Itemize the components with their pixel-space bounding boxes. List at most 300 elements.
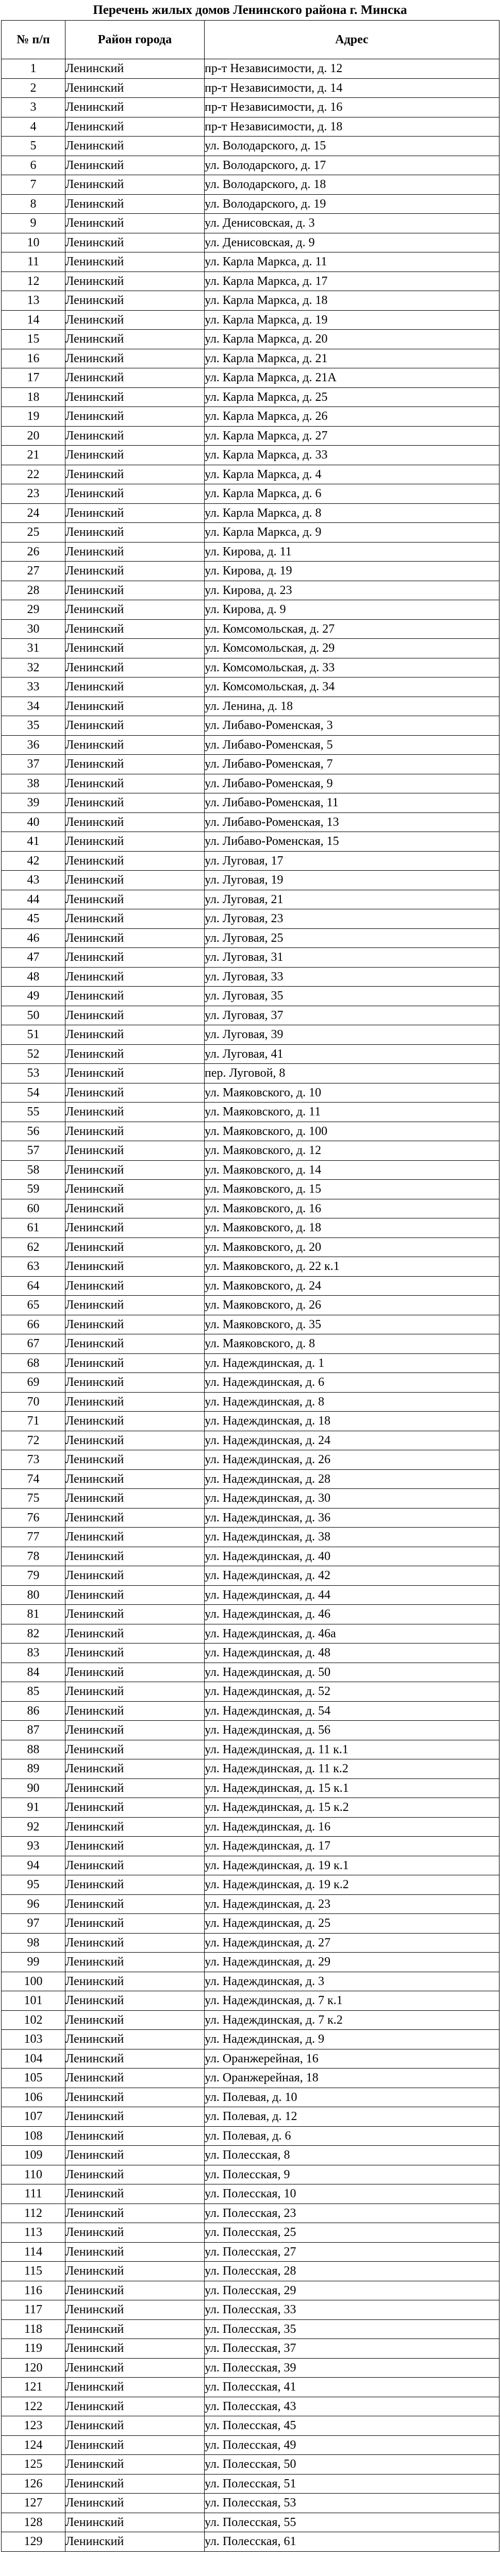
row-district: Ленинский xyxy=(65,1856,205,1875)
row-number: 41 xyxy=(2,832,65,852)
row-number: 64 xyxy=(2,1276,65,1296)
row-number: 74 xyxy=(2,1469,65,1489)
row-address: ул. Надеждинская, д. 24 xyxy=(205,1431,499,1450)
table-row xyxy=(2,2242,499,2262)
row-district: Ленинский xyxy=(65,272,205,291)
row-number: 91 xyxy=(2,1798,65,1818)
table-row xyxy=(2,1006,499,1025)
table-row xyxy=(2,1759,499,1779)
row-number: 81 xyxy=(2,1605,65,1624)
table-row xyxy=(2,503,499,523)
row-district: Ленинский xyxy=(65,2088,205,2107)
row-district: Ленинский xyxy=(65,1160,205,1180)
row-number: 51 xyxy=(2,1025,65,1045)
row-address: ул. Полесская, 55 xyxy=(205,2513,499,2532)
row-district: Ленинский xyxy=(65,1238,205,1257)
row-number: 69 xyxy=(2,1373,65,1393)
table-row xyxy=(2,1778,499,1798)
row-district: Ленинский xyxy=(65,368,205,388)
row-address: ул. Луговая, 23 xyxy=(205,909,499,929)
table-row xyxy=(2,1798,499,1818)
table-row xyxy=(2,2513,499,2532)
row-address: ул. Надеждинская, д. 27 xyxy=(205,1933,499,1953)
row-district: Ленинский xyxy=(65,233,205,252)
row-number: 42 xyxy=(2,851,65,871)
row-district: Ленинский xyxy=(65,1585,205,1605)
row-number: 52 xyxy=(2,1044,65,1064)
row-district: Ленинский xyxy=(65,1508,205,1528)
table-row xyxy=(2,2339,499,2359)
table-row xyxy=(2,1933,499,1953)
row-district: Ленинский xyxy=(65,1528,205,1547)
row-number: 93 xyxy=(2,1837,65,1856)
row-address: ул. Луговая, 35 xyxy=(205,987,499,1006)
row-address: ул. Надеждинская, д. 6 xyxy=(205,1373,499,1393)
table-row xyxy=(2,1296,499,1315)
row-number: 44 xyxy=(2,890,65,909)
row-number: 108 xyxy=(2,2126,65,2146)
row-district: Ленинский xyxy=(65,1605,205,1624)
row-district: Ленинский xyxy=(65,1933,205,1953)
table-row xyxy=(2,272,499,291)
row-district: Ленинский xyxy=(65,1663,205,1682)
row-number: 129 xyxy=(2,2532,65,2552)
row-address: ул. Либаво-Роменская, 9 xyxy=(205,774,499,793)
row-district: Ленинский xyxy=(65,619,205,639)
row-district: Ленинский xyxy=(65,523,205,543)
table-row xyxy=(2,1624,499,1643)
row-address: ул. Полесская, 45 xyxy=(205,2416,499,2436)
table-row xyxy=(2,465,499,484)
row-number: 77 xyxy=(2,1528,65,1547)
table-row xyxy=(2,987,499,1006)
row-district: Ленинский xyxy=(65,1412,205,1431)
row-district: Ленинский xyxy=(65,2397,205,2416)
row-district: Ленинский xyxy=(65,948,205,968)
row-number: 117 xyxy=(2,2300,65,2320)
row-address: ул. Кирова, д. 11 xyxy=(205,542,499,562)
table-row xyxy=(2,1585,499,1605)
row-district: Ленинский xyxy=(65,1701,205,1721)
row-number: 19 xyxy=(2,407,65,427)
table-row xyxy=(2,1875,499,1895)
row-address: ул. Денисовская, д. 3 xyxy=(205,214,499,233)
row-address: ул. Комсомольская, д. 33 xyxy=(205,658,499,677)
row-number: 17 xyxy=(2,368,65,388)
table-row xyxy=(2,928,499,948)
row-district: Ленинский xyxy=(65,735,205,755)
row-number: 29 xyxy=(2,600,65,620)
table-row xyxy=(2,851,499,871)
row-district: Ленинский xyxy=(65,2107,205,2127)
row-number: 123 xyxy=(2,2416,65,2436)
table-row xyxy=(2,967,499,987)
row-district: Ленинский xyxy=(65,1199,205,1218)
table-row xyxy=(2,1199,499,1218)
table-row xyxy=(2,2049,499,2069)
row-number: 21 xyxy=(2,446,65,465)
row-address: ул. Карла Маркса, д. 6 xyxy=(205,484,499,504)
row-address: ул. Карла Маркса, д. 18 xyxy=(205,291,499,311)
row-address: ул. Карла Маркса, д. 21 xyxy=(205,349,499,368)
row-number: 105 xyxy=(2,2069,65,2088)
row-number: 83 xyxy=(2,1643,65,1663)
row-address: ул. Надеждинская, д. 1 xyxy=(205,1353,499,1373)
row-district: Ленинский xyxy=(65,658,205,677)
row-address: ул. Карла Маркса, д. 8 xyxy=(205,503,499,523)
table-body xyxy=(2,59,499,2552)
row-district: Ленинский xyxy=(65,1044,205,1064)
table-row xyxy=(2,98,499,117)
row-district: Ленинский xyxy=(65,1103,205,1122)
table-row xyxy=(2,407,499,427)
table-row xyxy=(2,2010,499,2030)
row-address: ул. Полесская, 27 xyxy=(205,2242,499,2262)
table-row xyxy=(2,2165,499,2184)
table-row xyxy=(2,1914,499,1934)
table-row xyxy=(2,1353,499,1373)
row-district: Ленинский xyxy=(65,2184,205,2204)
row-district: Ленинский xyxy=(65,716,205,736)
row-number: 27 xyxy=(2,562,65,581)
row-number: 68 xyxy=(2,1353,65,1373)
row-address: ул. Надеждинская, д. 9 xyxy=(205,2030,499,2049)
row-number: 16 xyxy=(2,349,65,368)
row-district: Ленинский xyxy=(65,1798,205,1818)
table-header xyxy=(2,21,499,59)
row-address: ул. Володарского, д. 17 xyxy=(205,156,499,175)
table-row xyxy=(2,426,499,446)
table-row xyxy=(2,542,499,562)
row-address: ул. Надеждинская, д. 56 xyxy=(205,1721,499,1740)
row-number: 14 xyxy=(2,310,65,330)
row-address: ул. Карла Маркса, д. 19 xyxy=(205,310,499,330)
row-number: 82 xyxy=(2,1624,65,1643)
row-district: Ленинский xyxy=(65,1914,205,1934)
table-row xyxy=(2,1083,499,1103)
table-row xyxy=(2,2474,499,2494)
row-number: 12 xyxy=(2,272,65,291)
table-row xyxy=(2,2300,499,2320)
row-district: Ленинский xyxy=(65,252,205,272)
table-row xyxy=(2,310,499,330)
row-address: ул. Надеждинская, д. 19 к.2 xyxy=(205,1875,499,1895)
row-number: 45 xyxy=(2,909,65,929)
row-district: Ленинский xyxy=(65,890,205,909)
table-row xyxy=(2,581,499,600)
row-number: 48 xyxy=(2,967,65,987)
row-address: ул. Полесская, 23 xyxy=(205,2204,499,2223)
row-address: ул. Маяковского, д. 24 xyxy=(205,1276,499,1296)
table-row xyxy=(2,368,499,388)
table-row xyxy=(2,1315,499,1334)
row-address: ул. Луговая, 25 xyxy=(205,928,499,948)
table-row xyxy=(2,523,499,543)
table-row xyxy=(2,832,499,852)
row-district: Ленинский xyxy=(65,562,205,581)
row-number: 4 xyxy=(2,117,65,137)
row-address: ул. Надеждинская, д. 30 xyxy=(205,1489,499,1509)
row-number: 109 xyxy=(2,2146,65,2165)
row-district: Ленинский xyxy=(65,2281,205,2300)
row-address: ул. Маяковского, д. 20 xyxy=(205,1238,499,1257)
row-address: ул. Надеждинская, д. 46а xyxy=(205,1624,499,1643)
row-address: ул. Маяковского, д. 18 xyxy=(205,1218,499,1238)
row-district: Ленинский xyxy=(65,2010,205,2030)
row-number: 20 xyxy=(2,426,65,446)
table-row xyxy=(2,793,499,813)
table-row xyxy=(2,2146,499,2165)
row-district: Ленинский xyxy=(65,2455,205,2475)
table-row xyxy=(2,716,499,736)
row-district: Ленинский xyxy=(65,2358,205,2378)
row-number: 107 xyxy=(2,2107,65,2127)
table-row xyxy=(2,1412,499,1431)
row-address: ул. Надеждинская, д. 50 xyxy=(205,1663,499,1682)
row-number: 99 xyxy=(2,1953,65,1972)
table-row xyxy=(2,1489,499,1509)
row-number: 23 xyxy=(2,484,65,504)
row-number: 84 xyxy=(2,1663,65,1682)
row-district: Ленинский xyxy=(65,1141,205,1161)
row-district: Ленинский xyxy=(65,1373,205,1393)
row-number: 3 xyxy=(2,98,65,117)
row-number: 55 xyxy=(2,1103,65,1122)
row-district: Ленинский xyxy=(65,871,205,890)
table-row xyxy=(2,871,499,890)
houses-table xyxy=(1,20,499,2552)
row-number: 115 xyxy=(2,2262,65,2281)
row-address: ул. Либаво-Роменская, 11 xyxy=(205,793,499,813)
row-district: Ленинский xyxy=(65,1778,205,1798)
row-address: ул. Надеждинская, д. 16 xyxy=(205,1817,499,1837)
table-row xyxy=(2,1103,499,1122)
row-number: 7 xyxy=(2,175,65,195)
row-number: 88 xyxy=(2,1740,65,1759)
row-address: ул. Полесская, 37 xyxy=(205,2339,499,2359)
table-row xyxy=(2,194,499,214)
table-row xyxy=(2,156,499,175)
table-row xyxy=(2,2088,499,2107)
table-row xyxy=(2,1663,499,1682)
row-number: 26 xyxy=(2,542,65,562)
row-number: 67 xyxy=(2,1334,65,1354)
table-row xyxy=(2,2184,499,2204)
row-district: Ленинский xyxy=(65,137,205,156)
row-number: 103 xyxy=(2,2030,65,2049)
row-number: 122 xyxy=(2,2397,65,2416)
row-address: ул. Либаво-Роменская, 13 xyxy=(205,812,499,832)
row-number: 58 xyxy=(2,1160,65,1180)
row-number: 114 xyxy=(2,2242,65,2262)
row-address: пер. Луговой, 8 xyxy=(205,1064,499,1083)
row-district: Ленинский xyxy=(65,1218,205,1238)
row-district: Ленинский xyxy=(65,774,205,793)
row-number: 126 xyxy=(2,2474,65,2494)
row-number: 28 xyxy=(2,581,65,600)
row-address: ул. Надеждинская, д. 29 xyxy=(205,1953,499,1972)
row-district: Ленинский xyxy=(65,407,205,427)
table-row xyxy=(2,59,499,79)
table-row xyxy=(2,2416,499,2436)
row-address: ул. Надеждинская, д. 11 к.2 xyxy=(205,1759,499,1779)
row-address: ул. Полесская, 29 xyxy=(205,2281,499,2300)
row-address: ул. Либаво-Роменская, 7 xyxy=(205,755,499,774)
table-row xyxy=(2,1238,499,1257)
table-row xyxy=(2,1373,499,1393)
row-district: Ленинский xyxy=(65,581,205,600)
row-number: 32 xyxy=(2,658,65,677)
table-row xyxy=(2,233,499,252)
table-row xyxy=(2,1817,499,1837)
row-number: 15 xyxy=(2,330,65,349)
row-district: Ленинский xyxy=(65,175,205,195)
row-number: 70 xyxy=(2,1392,65,1412)
row-number: 116 xyxy=(2,2281,65,2300)
table-row xyxy=(2,1392,499,1412)
row-number: 118 xyxy=(2,2319,65,2339)
row-address: ул. Полесская, 28 xyxy=(205,2262,499,2281)
row-district: Ленинский xyxy=(65,2416,205,2436)
row-address: ул. Полесская, 61 xyxy=(205,2532,499,2552)
row-number: 110 xyxy=(2,2165,65,2184)
table-row xyxy=(2,1566,499,1586)
row-number: 65 xyxy=(2,1296,65,1315)
table-row xyxy=(2,1122,499,1141)
row-district: Ленинский xyxy=(65,2319,205,2339)
row-district: Ленинский xyxy=(65,1566,205,1586)
table-row xyxy=(2,1431,499,1450)
row-number: 54 xyxy=(2,1083,65,1103)
row-address: ул. Оранжерейная, 18 xyxy=(205,2069,499,2088)
row-address: ул. Полесская, 33 xyxy=(205,2300,499,2320)
row-number: 79 xyxy=(2,1566,65,1586)
table-row xyxy=(2,948,499,968)
header-address: Адрес xyxy=(205,21,499,59)
row-address: ул. Карла Маркса, д. 11 xyxy=(205,252,499,272)
row-district: Ленинский xyxy=(65,1122,205,1141)
row-district: Ленинский xyxy=(65,1276,205,1296)
row-district: Ленинский xyxy=(65,310,205,330)
row-district: Ленинский xyxy=(65,1972,205,1991)
row-number: 127 xyxy=(2,2494,65,2513)
row-district: Ленинский xyxy=(65,1837,205,1856)
table-row xyxy=(2,1740,499,1759)
row-address: ул. Оранжерейная, 16 xyxy=(205,2049,499,2069)
row-number: 13 xyxy=(2,291,65,311)
table-row xyxy=(2,562,499,581)
row-number: 76 xyxy=(2,1508,65,1528)
table-row xyxy=(2,117,499,137)
table-row xyxy=(2,1334,499,1354)
row-number: 38 xyxy=(2,774,65,793)
row-address: ул. Полесская, 43 xyxy=(205,2397,499,2416)
row-district: Ленинский xyxy=(65,1643,205,1663)
row-number: 34 xyxy=(2,697,65,716)
row-district: Ленинский xyxy=(65,1894,205,1914)
table-row xyxy=(2,484,499,504)
table-row xyxy=(2,1160,499,1180)
row-district: Ленинский xyxy=(65,928,205,948)
row-number: 50 xyxy=(2,1006,65,1025)
table-row xyxy=(2,1528,499,1547)
table-row xyxy=(2,1972,499,1991)
row-number: 5 xyxy=(2,137,65,156)
row-district: Ленинский xyxy=(65,2223,205,2243)
row-address: пр-т Независимости, д. 12 xyxy=(205,59,499,79)
table-row xyxy=(2,349,499,368)
row-district: Ленинский xyxy=(65,156,205,175)
row-district: Ленинский xyxy=(65,2513,205,2532)
row-number: 92 xyxy=(2,1817,65,1837)
header-number: № п/п xyxy=(2,21,65,59)
row-district: Ленинский xyxy=(65,2532,205,2552)
row-address: ул. Карла Маркса, д. 33 xyxy=(205,446,499,465)
row-number: 8 xyxy=(2,194,65,214)
row-address: ул. Надеждинская, д. 8 xyxy=(205,1392,499,1412)
row-number: 100 xyxy=(2,1972,65,1991)
row-address: ул. Карла Маркса, д. 27 xyxy=(205,426,499,446)
row-address: ул. Полесская, 25 xyxy=(205,2223,499,2243)
row-number: 90 xyxy=(2,1778,65,1798)
row-number: 104 xyxy=(2,2049,65,2069)
row-number: 22 xyxy=(2,465,65,484)
row-district: Ленинский xyxy=(65,2339,205,2359)
table-row xyxy=(2,639,499,658)
row-address: ул. Луговая, 19 xyxy=(205,871,499,890)
row-number: 53 xyxy=(2,1064,65,1083)
row-district: Ленинский xyxy=(65,465,205,484)
row-address: пр-т Независимости, д. 18 xyxy=(205,117,499,137)
row-address: ул. Надеждинская, д. 40 xyxy=(205,1547,499,1566)
row-district: Ленинский xyxy=(65,2030,205,2049)
table-row xyxy=(2,137,499,156)
table-row xyxy=(2,330,499,349)
row-number: 87 xyxy=(2,1721,65,1740)
row-district: Ленинский xyxy=(65,677,205,697)
row-district: Ленинский xyxy=(65,2069,205,2088)
table-row xyxy=(2,1856,499,1875)
table-row xyxy=(2,2281,499,2300)
row-district: Ленинский xyxy=(65,194,205,214)
row-district: Ленинский xyxy=(65,1817,205,1837)
row-district: Ленинский xyxy=(65,1740,205,1759)
row-address: ул. Полевая, д. 6 xyxy=(205,2126,499,2146)
row-address: ул. Надеждинская, д. 38 xyxy=(205,1528,499,1547)
row-address: ул. Надеждинская, д. 15 к.2 xyxy=(205,1798,499,1818)
row-district: Ленинский xyxy=(65,2494,205,2513)
row-district: Ленинский xyxy=(65,387,205,407)
table-row xyxy=(2,2455,499,2475)
row-district: Ленинский xyxy=(65,2165,205,2184)
row-number: 47 xyxy=(2,948,65,968)
row-number: 112 xyxy=(2,2204,65,2223)
row-number: 37 xyxy=(2,755,65,774)
row-district: Ленинский xyxy=(65,1257,205,1277)
row-address: ул. Луговая, 17 xyxy=(205,851,499,871)
row-district: Ленинский xyxy=(65,214,205,233)
row-address: ул. Денисовская, д. 9 xyxy=(205,233,499,252)
row-address: ул. Карла Маркса, д. 17 xyxy=(205,272,499,291)
row-number: 1 xyxy=(2,59,65,79)
row-number: 75 xyxy=(2,1489,65,1509)
row-number: 94 xyxy=(2,1856,65,1875)
row-number: 98 xyxy=(2,1933,65,1953)
table-row xyxy=(2,1508,499,1528)
table-row xyxy=(2,2397,499,2416)
row-address: ул. Надеждинская, д. 54 xyxy=(205,1701,499,1721)
row-district: Ленинский xyxy=(65,2146,205,2165)
